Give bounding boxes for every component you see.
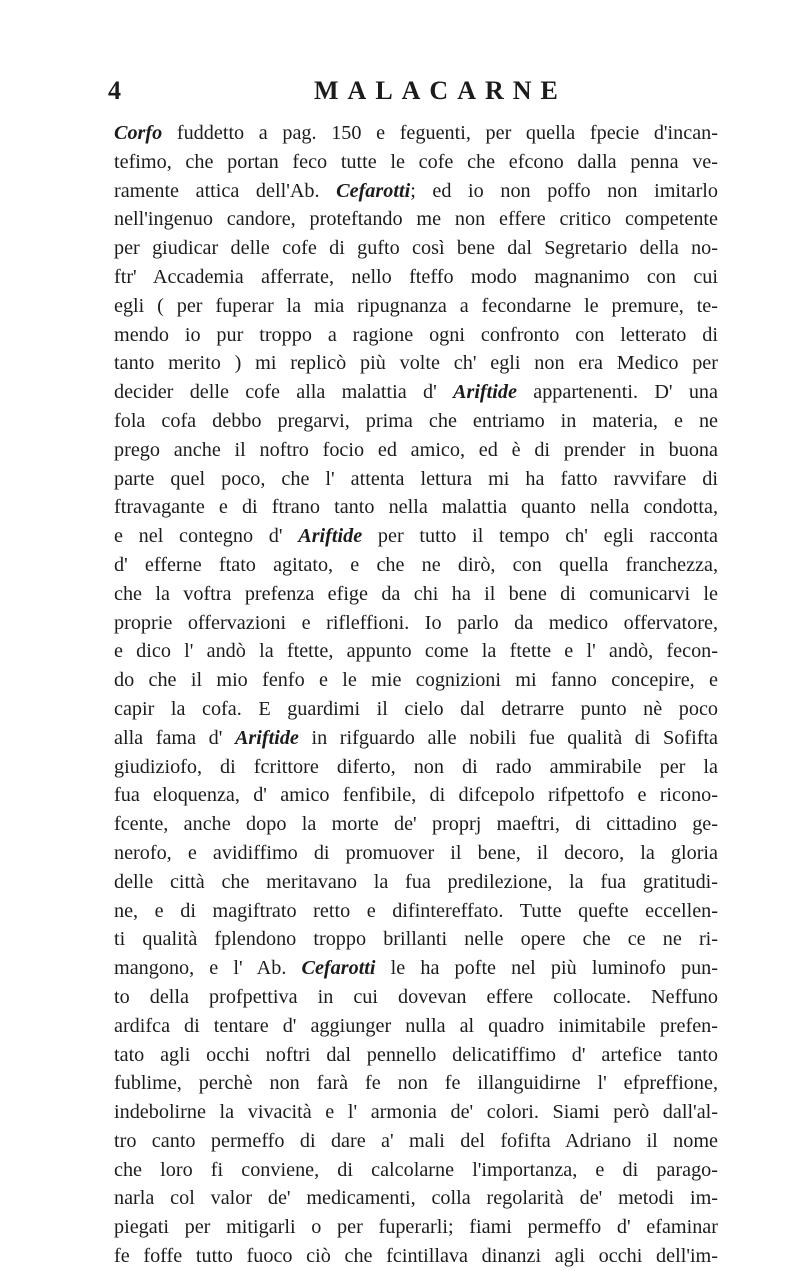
italic-name: Ariftide [234, 726, 299, 749]
text-line [114, 177, 718, 206]
italic-name: Cefarotti [336, 179, 411, 202]
text-line [114, 1012, 718, 1041]
text-segment: fe foffe tutto fuoco ciò che fcintillava dinanzi agli occhi dell'im- [114, 1245, 718, 1268]
text-segment: tefimo, che portan feco tutte le cofe che efcono dalla penna ve- [114, 150, 718, 173]
text-line [114, 349, 718, 378]
text-segment: ftravagante e di ftrano tanto nella malattia quanto nella condotta, [114, 496, 718, 519]
text-line [114, 724, 718, 753]
text-segment: per tutto il tempo ch' egli racconta [362, 525, 718, 548]
text-line [114, 1069, 718, 1098]
text-segment: ftr' Accademia afferrate, nello fteffo modo magnanimo con cui [114, 265, 718, 288]
text-line [114, 378, 718, 407]
text-line [114, 1184, 718, 1213]
italic-name: Corfo [114, 122, 163, 144]
text-line [114, 493, 718, 522]
text-line [114, 983, 718, 1012]
text-line [114, 839, 718, 868]
text-line [114, 695, 718, 724]
body-text [114, 119, 718, 1271]
text-line [114, 580, 718, 609]
text-segment: ramente attica dell'Ab. [114, 179, 337, 202]
text-segment: prego anche il noftro focio ed amico, ed è di prender in buona [114, 438, 718, 461]
text-line [114, 781, 718, 810]
text-line [114, 551, 718, 580]
text-segment: nell'ingenuo candore, proteftando me non effere critico competente [114, 208, 718, 231]
text-segment: narla col valor de' medicamenti, colla regolarità de' metodi im- [114, 1187, 718, 1210]
text-segment: e dico l' andò la ftette, appunto come la ftette e l' andò, fecon- [114, 640, 718, 663]
text-segment: che la voftra prefenza efige da chi ha il bene di comunicarvi le [114, 582, 718, 605]
text-segment: egli ( per fuperar la mia ripugnanza a fecondarne le premure, te- [114, 294, 718, 317]
text-segment: indebolirne la vivacità e l' armonia de' colori. Siami però dall'al- [114, 1101, 718, 1124]
text-line [114, 1127, 718, 1156]
text-segment: appartenenti. D' una [516, 381, 718, 404]
text-line [114, 753, 718, 782]
text-segment: tato agli occhi noftri dal pennello delicatiffimo d' artefice tanto [114, 1043, 718, 1066]
text-segment: nerofo, e avidiffimo di promuover il bene, il decoro, la gloria [114, 841, 718, 864]
text-segment: giudiziofo, di fcrittore diferto, non di rado ammirabile per la [114, 755, 718, 778]
text-segment: decider delle cofe alla malattia d' [114, 381, 453, 404]
text-segment: ti qualità fplendono troppo brillanti nelle opere che ce ne ri- [114, 928, 718, 951]
text-segment: delle città che meritavano la fua predilezione, la fua gratitudi- [114, 870, 718, 893]
text-line [114, 292, 718, 321]
text-segment: in rifguardo alle nobili fue qualità di Sofifta [298, 726, 718, 749]
italic-name: Cefarotti [301, 957, 376, 980]
text-line [114, 868, 718, 897]
text-segment: mangono, e l' Ab. [114, 957, 302, 980]
running-head-title: MALACARNE [314, 76, 567, 105]
text-segment: e nel contegno d' [114, 525, 299, 548]
italic-name: Ariftide [453, 381, 517, 404]
text-segment: fcente, anche dopo la morte de' proprj maeftri, di cittadino ge- [114, 813, 718, 836]
text-segment: capir la cofa. E guardimi il cielo dal detrarre punto nè poco [114, 697, 718, 720]
text-line [114, 148, 718, 177]
text-segment: fua eloquenza, d' amico fenfibile, di difcepolo rifpettofo e ricono- [114, 784, 718, 807]
text-line [114, 119, 718, 148]
text-segment: fuddetto a pag. 150 e feguenti, per quella fpecie d'incan- [162, 122, 718, 144]
text-line [114, 407, 718, 436]
text-segment: do che il mio fenfo e le mie cognizioni mi fanno concepire, e [114, 669, 718, 692]
text-line [114, 436, 718, 465]
text-segment: fola cofa debbo pregarvi, prima che entriamo in materia, e ne [114, 409, 718, 432]
text-line [114, 205, 718, 234]
text-line [114, 1098, 718, 1127]
text-segment: alla fama d' [114, 726, 235, 749]
text-line [114, 810, 718, 839]
text-segment: tro canto permeffo di dare a' mali del fofifta Adriano il nome [114, 1129, 718, 1152]
text-segment: piegati per mitigarli o per fuperarli; fiami permeffo d' efaminar [114, 1216, 718, 1239]
text-line [114, 897, 718, 926]
text-line [114, 234, 718, 263]
text-line [114, 925, 718, 954]
text-line [114, 666, 718, 695]
text-segment: d' efferne ftato agitato, e che ne dirò, con quella franchezza, [114, 553, 718, 576]
italic-name: Ariftide [298, 525, 363, 548]
text-line [114, 321, 718, 350]
text-segment: tanto merito ) mi replicò più volte ch' egli non era Medico per [114, 352, 718, 375]
text-segment: mendo io pur troppo a ragione ogni confronto con letterato di [114, 323, 718, 346]
text-line [114, 1156, 718, 1185]
text-segment: ; ed io non poffo non imitarlo [410, 179, 718, 202]
text-segment: ardifca di tentare d' aggiunger nulla al quadro inimitabile prefen- [114, 1014, 718, 1037]
text-segment: per giudicar delle cofe di gufto così bene dal Segretario della no- [114, 237, 718, 260]
text-line [114, 1242, 718, 1271]
text-segment: parte quel poco, che l' attenta lettura mi ha fatto ravvifare di [114, 467, 718, 490]
text-line [114, 465, 718, 494]
text-segment: fublime, perchè non farà fe non fe illanguidirne l' efpreffione, [114, 1072, 718, 1095]
text-line [114, 1041, 718, 1070]
text-segment: le ha pofte nel più luminofo pun- [375, 957, 718, 980]
text-segment: ne, e di magiftrato retto e difintereffato. Tutte quefte eccellen- [114, 899, 718, 922]
text-line [114, 522, 718, 551]
text-line [114, 263, 718, 292]
text-line [114, 637, 718, 666]
text-segment: che loro fi conviene, di calcolarne l'importanza, e di parago- [114, 1158, 718, 1181]
text-line [114, 954, 718, 983]
text-segment: to della profpettiva in cui dovevan effere collocate. Neffuno [114, 985, 718, 1008]
text-segment: proprie offervazioni e rifleffioni. Io parlo da medico offervatore, [114, 611, 718, 634]
text-line [114, 1213, 718, 1242]
page-number: 4 [108, 76, 121, 105]
running-head [108, 74, 718, 108]
text-line [114, 609, 718, 638]
